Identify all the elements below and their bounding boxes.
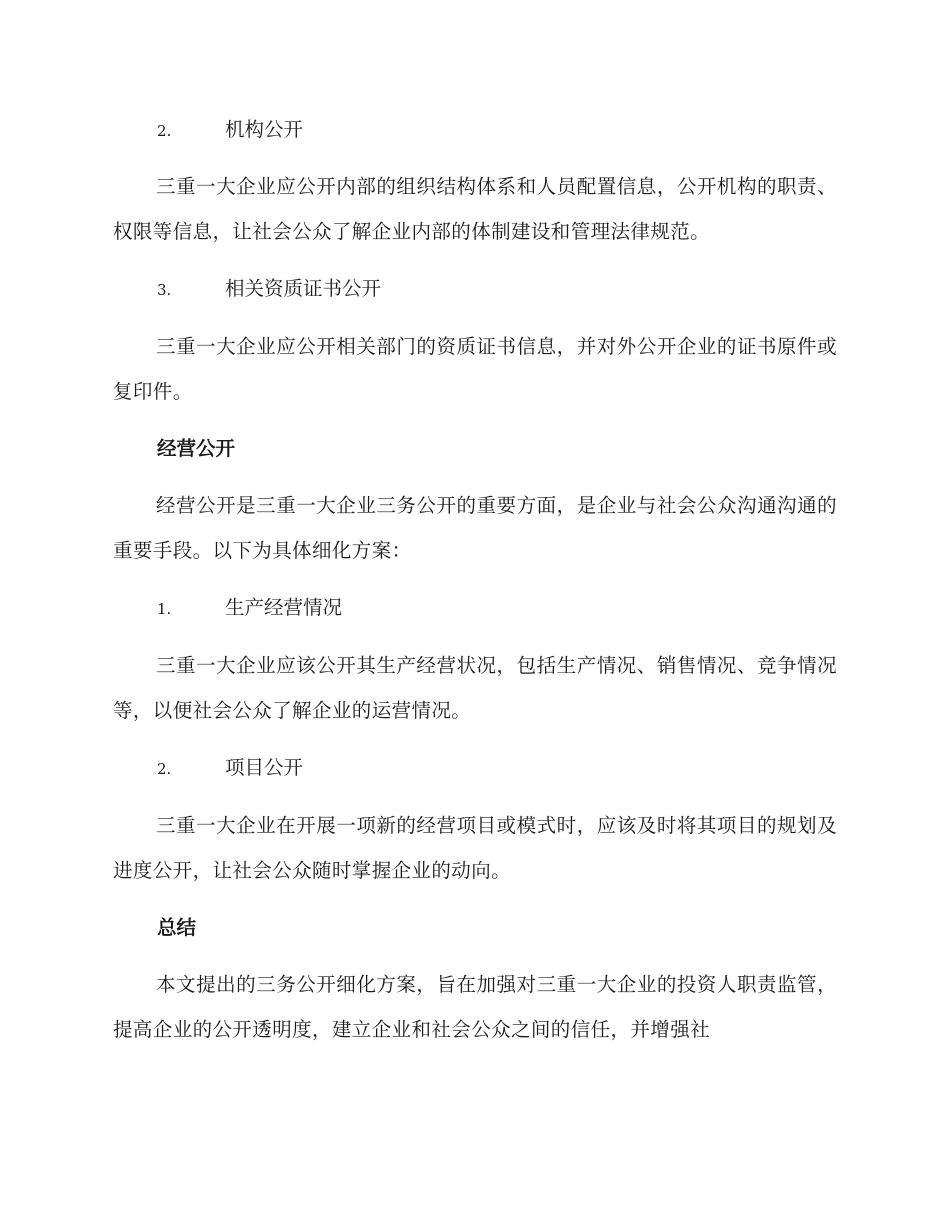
list-title: 项目公开 bbox=[225, 756, 304, 779]
paragraph: 本文提出的三务公开细化方案，旨在加强对三重一大企业的投资人职责监管，提高企业的公开透明度，建立企业和社会公众之间的信任，并增强社 bbox=[113, 973, 837, 1041]
section-heading-operations: 经营公开 bbox=[157, 437, 236, 460]
list-item-project-disclosure bbox=[157, 755, 303, 782]
section-heading-summary: 总结 bbox=[157, 916, 197, 939]
paragraph: 三重一大企业在开展一项新的经营项目或模式时，应该及时将其项目的规划及进度公开，让社会公众随时掌握企业的动向。 bbox=[113, 814, 837, 882]
list-number: 1. bbox=[157, 600, 172, 618]
list-item-production-operations bbox=[157, 595, 342, 622]
paragraph: 三重一大企业应公开相关部门的资质证书信息，并对外公开企业的证书原件或复印件。 bbox=[113, 335, 837, 403]
list-item-certificate-disclosure bbox=[157, 276, 381, 303]
paragraph: 三重一大企业应该公开其生产经营状况，包括生产情况、销售情况、竞争情况等，以便社会公众了解企业的运营情况。 bbox=[113, 654, 837, 722]
list-title: 机构公开 bbox=[225, 118, 304, 141]
list-number: 2. bbox=[157, 760, 172, 778]
list-number: 3. bbox=[157, 281, 172, 299]
paragraph: 经营公开是三重一大企业三务公开的重要方面，是企业与社会公众沟通沟通的重要手段。以下为具体细化方案： bbox=[113, 494, 837, 562]
paragraph: 三重一大企业应公开内部的组织结构体系和人员配置信息，公开机构的职责、权限等信息，让社会公众了解企业内部的体制建设和管理法律规范。 bbox=[113, 175, 837, 243]
list-item-institution-disclosure bbox=[157, 117, 303, 144]
list-title: 生产经营情况 bbox=[225, 596, 343, 619]
list-number: 2. bbox=[157, 122, 172, 140]
list-title: 相关资质证书公开 bbox=[225, 277, 382, 300]
